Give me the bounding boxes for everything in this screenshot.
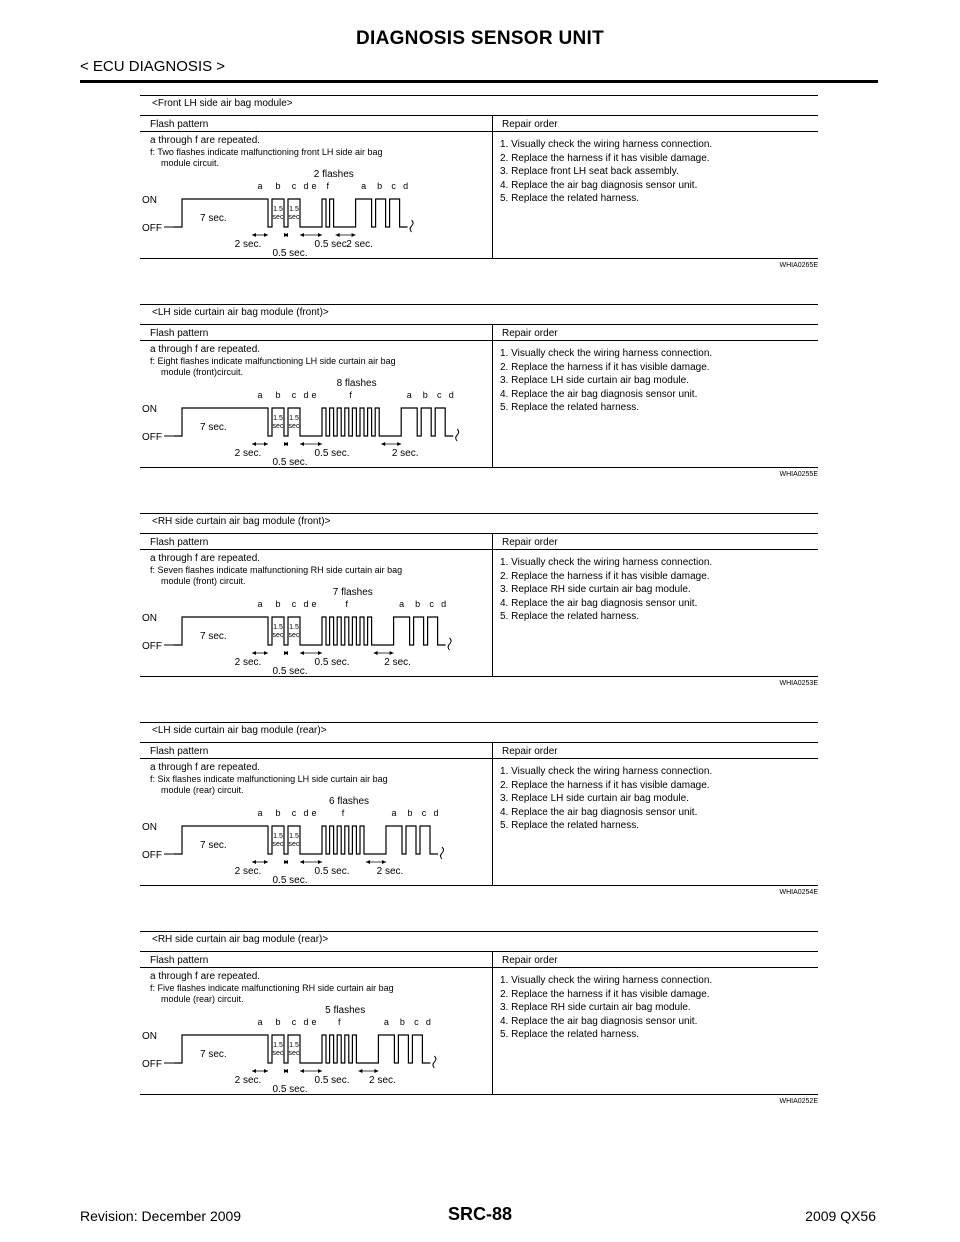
flash-waveform-diagram (140, 587, 480, 675)
two-sec-label: 2 sec. (369, 1075, 396, 1086)
figure-top-rule (140, 931, 818, 932)
flash-pattern-figure (140, 304, 818, 478)
two-sec-arrow-2-head (381, 442, 385, 446)
figure-top-rule (140, 95, 818, 96)
flash-pattern-figure (140, 95, 818, 269)
continuation-mark (441, 847, 444, 859)
malfunction-description-cont: module (front)circuit. (161, 367, 244, 377)
segment-letter: e (311, 390, 317, 400)
two-sec-arrow-2-head (358, 1069, 362, 1073)
segment-letter: c (291, 390, 297, 400)
figure-bottom-rule (140, 258, 818, 259)
one-five-label: 1.5 (273, 833, 283, 840)
segment-letter: d (303, 808, 309, 818)
figure-rule (140, 742, 818, 743)
segment-letter: a (257, 181, 263, 191)
segment-letter: c (421, 808, 427, 818)
figure-bottom-rule (140, 467, 818, 468)
figure-bottom-rule (140, 676, 818, 677)
segment-letter: d (441, 599, 447, 609)
two-sec-arrow-2-head (390, 651, 394, 655)
segment-letter: d (433, 808, 439, 818)
repair-step: 1. Visually check the wiring harness connection. (500, 975, 713, 986)
sec-label: sec (288, 841, 300, 848)
malfunction-description: f: Two flashes indicate malfunctioning front LH side air bag (150, 147, 383, 157)
repair-step: 4. Replace the air bag diagnosis sensor unit. (500, 388, 698, 400)
segment-letter: e (311, 808, 317, 818)
sec-label: sec (272, 214, 284, 221)
off-label: OFF (142, 850, 162, 861)
repair-step: 2. Replace the harness if it has visible damage. (500, 988, 710, 1000)
two-sec-label: 2 sec. (234, 866, 262, 877)
sec-label: sec (272, 1050, 284, 1057)
repair-step: 3. Replace front LH seat back assembly. (500, 166, 679, 177)
repair-step: 4. Replace the air bag diagnosis sensor unit. (500, 597, 698, 609)
two-sec-arrow-2-head (374, 651, 378, 655)
repair-order-header: Repair order (502, 119, 558, 130)
half-sec-label: 0.5 sec. (314, 239, 350, 250)
figure-top-rule (140, 722, 818, 723)
flash-waveform-diagram (140, 796, 480, 884)
figure-rule (140, 340, 818, 341)
figure-caption: <LH side curtain air bag module (rear)> (152, 725, 327, 736)
two-sec-arrow-head (264, 860, 268, 864)
segment-letter: f (345, 599, 349, 609)
sec-label: sec (272, 632, 284, 639)
segment-letter: a (383, 1017, 389, 1027)
repair-step: 3. Replace RH side curtain air bag module. (500, 1002, 691, 1013)
seven-sec-label: 7 sec. (200, 631, 227, 642)
malfunction-description: f: Five flashes indicate malfunctioning RH side curtain air bag (150, 983, 394, 993)
one-five-label: 1.5 (289, 833, 299, 840)
figure-caption: <RH side curtain air bag module (rear)> (152, 934, 329, 945)
repair-steps (500, 557, 712, 625)
half-sec-label: 0.5 sec. (314, 1075, 350, 1086)
flash-pattern-header: Flash pattern (150, 328, 209, 339)
half-sec-arrow-2-head (300, 442, 304, 446)
flash-waveform-diagram (140, 169, 480, 257)
segment-letter: b (415, 599, 421, 609)
continuation-mark (456, 429, 459, 441)
one-five-label: 1.5 (289, 415, 299, 422)
repair-step: 2. Replace the harness if it has visible damage. (500, 152, 710, 164)
half-sec-arrow-2-head (300, 1069, 304, 1073)
figure-rule (140, 549, 818, 550)
figure-id: WHIA0255E (779, 471, 818, 478)
sec-label: sec (272, 423, 284, 430)
flash-pattern-header: Flash pattern (150, 119, 209, 130)
figure-id: WHIA0265E (779, 262, 818, 269)
segment-letter: c (291, 1017, 297, 1027)
sec-label: sec (288, 632, 300, 639)
repair-step: 5. Replace the related harness. (500, 820, 639, 831)
figure-id: WHIA0252E (779, 1098, 818, 1105)
one-five-label: 1.5 (273, 624, 283, 631)
repair-step: 3. Replace LH side curtain air bag module. (500, 375, 689, 386)
vehicle-model: 2009 QX56 (805, 1208, 876, 1224)
two-sec-arrow-2-head (382, 860, 386, 864)
half-sec-label: 0.5 sec. (314, 657, 350, 668)
flash-count-label: 5 flashes (325, 1005, 366, 1016)
malfunction-description-cont: module (rear) circuit. (161, 785, 244, 795)
repair-steps (500, 975, 712, 1043)
repeat-note: a through f are repeated. (150, 971, 261, 982)
flash-count-label: 7 flashes (332, 587, 373, 598)
figure-rule (140, 951, 818, 952)
repair-step: 4. Replace the air bag diagnosis sensor unit. (500, 179, 698, 191)
two-sec-arrow-head (252, 1069, 256, 1073)
segment-letter: b (377, 181, 383, 191)
half-sec-label: 0.5 sec. (272, 248, 308, 257)
segment-letter: b (275, 599, 281, 609)
repeat-note: a through f are repeated. (150, 135, 261, 146)
column-divider (492, 533, 493, 676)
continuation-mark (448, 638, 451, 650)
segment-letter: c (291, 599, 297, 609)
malfunction-description-cont: module (rear) circuit. (161, 994, 244, 1004)
malfunction-description: f: Six flashes indicate malfunctioning LH side curtain air bag (150, 774, 388, 784)
segment-letter: a (406, 390, 412, 400)
off-label: OFF (142, 641, 162, 652)
segment-letter: c (429, 599, 434, 609)
repeat-note: a through f are repeated. (150, 553, 261, 564)
repair-step: 1. Visually check the wiring harness connection. (500, 766, 713, 777)
two-sec-label: 2 sec. (384, 657, 411, 668)
repeat-note: a through f are repeated. (150, 762, 261, 773)
one-five-label: 1.5 (289, 624, 299, 631)
repair-step: 5. Replace the related harness. (500, 1029, 639, 1040)
half-sec-label: 0.5 sec. (272, 875, 308, 884)
segment-letter: e (311, 1017, 317, 1027)
segment-letter: b (407, 808, 413, 818)
segment-letter: c (291, 181, 297, 191)
one-five-label: 1.5 (289, 206, 299, 213)
repair-step: 5. Replace the related harness. (500, 402, 639, 413)
off-label: OFF (142, 1059, 162, 1070)
figure-caption: <LH side curtain air bag module (front)> (152, 307, 329, 318)
figure-top-rule (140, 304, 818, 305)
figure-rule (140, 533, 818, 534)
repair-step: 3. Replace RH side curtain air bag module. (500, 584, 691, 595)
segment-letter: d (303, 1017, 309, 1027)
repair-step: 2. Replace the harness if it has visible damage. (500, 779, 710, 791)
on-label: ON (142, 195, 157, 206)
segment-letter: c (414, 1017, 419, 1027)
segment-letter: b (275, 1017, 281, 1027)
page-number: SRC-88 (447, 1204, 513, 1224)
two-sec-arrow-head (264, 233, 268, 237)
figure-bottom-rule (140, 1094, 818, 1095)
two-sec-label: 2 sec. (234, 657, 262, 668)
two-sec-arrow-2-head (374, 1069, 378, 1073)
two-sec-arrow-2-head (366, 860, 370, 864)
half-sec-arrow-2-head (318, 860, 322, 864)
flash-pattern-header: Flash pattern (150, 955, 209, 966)
repeat-note: a through f are repeated. (150, 344, 261, 355)
segment-letter: e (311, 599, 317, 609)
flash-count-label: 6 flashes (328, 796, 370, 807)
segment-letter: b (275, 808, 281, 818)
header-rule (80, 80, 878, 83)
repair-order-header: Repair order (502, 746, 558, 757)
repair-step: 5. Replace the related harness. (500, 193, 639, 204)
malfunction-description: f: Eight flashes indicate malfunctioning LH side curtain air bag (150, 356, 396, 366)
page-title: DIAGNOSIS SENSOR UNIT (355, 28, 605, 49)
flash-pattern-figure (140, 931, 818, 1105)
segment-letter: c (391, 181, 396, 191)
figure-rule (140, 967, 818, 968)
column-divider (492, 115, 493, 258)
segment-letter: d (448, 390, 454, 400)
seven-sec-label: 7 sec. (200, 422, 227, 433)
flash-waveform-diagram (140, 1005, 480, 1093)
breadcrumb: < ECU DIAGNOSIS > (80, 58, 226, 75)
half-sec-label: 0.5 sec. (272, 457, 308, 466)
segment-letter: c (436, 390, 442, 400)
segment-letter: a (257, 1017, 263, 1027)
two-sec-label: 2 sec. (234, 448, 262, 459)
repair-step: 1. Visually check the wiring harness connection. (500, 557, 713, 568)
two-sec-arrow-head (252, 233, 256, 237)
continuation-mark (433, 1056, 436, 1068)
half-sec-label: 0.5 sec. (272, 1084, 308, 1093)
two-sec-label: 2 sec. (391, 448, 419, 459)
figure-rule (140, 115, 818, 116)
sec-label: sec (288, 423, 300, 430)
off-label: OFF (142, 432, 162, 443)
column-divider (492, 742, 493, 885)
flash-pattern-figure (140, 513, 818, 687)
half-sec-label: 0.5 sec. (314, 448, 350, 459)
figure-top-rule (140, 513, 818, 514)
segment-letter: d (425, 1017, 431, 1027)
malfunction-description-cont: module circuit. (161, 158, 220, 168)
sec-label: sec (288, 1050, 300, 1057)
flash-count-label: 2 flashes (313, 169, 354, 180)
half-sec-arrow-2-head (300, 233, 304, 237)
flash-pattern-figure (140, 722, 818, 896)
repair-step: 3. Replace LH side curtain air bag module. (500, 793, 689, 804)
one-five-label: 1.5 (273, 1042, 283, 1049)
figure-bottom-rule (140, 885, 818, 886)
segment-letter: f (337, 1017, 341, 1027)
segment-letter: f (341, 808, 345, 818)
flash-pattern-header: Flash pattern (150, 537, 209, 548)
segment-letter: a (399, 599, 405, 609)
two-sec-label: 2 sec. (234, 239, 262, 250)
sec-label: sec (272, 841, 284, 848)
on-label: ON (142, 822, 157, 833)
segment-letter: a (257, 390, 263, 400)
half-sec-arrow-2-head (300, 651, 304, 655)
seven-sec-label: 7 sec. (200, 213, 227, 224)
repair-step: 4. Replace the air bag diagnosis sensor unit. (500, 806, 698, 818)
two-sec-label: 2 sec. (234, 1075, 262, 1086)
two-sec-arrow-head (264, 1069, 268, 1073)
one-five-label: 1.5 (289, 1042, 299, 1049)
column-divider (492, 951, 493, 1094)
repair-step: 1. Visually check the wiring harness connection. (500, 348, 713, 359)
half-sec-arrow-2-head (318, 442, 322, 446)
continuation-mark (410, 220, 413, 232)
seven-sec-label: 7 sec. (200, 840, 227, 851)
on-label: ON (142, 1031, 157, 1042)
column-divider (492, 324, 493, 467)
flash-count-label: 8 flashes (336, 378, 377, 389)
segment-letter: d (303, 390, 309, 400)
figure-rule (140, 131, 818, 132)
two-sec-arrow-2-head (336, 233, 340, 237)
sec-label: sec (288, 214, 300, 221)
two-sec-arrow-head (264, 651, 268, 655)
flash-waveform-diagram (140, 378, 480, 466)
two-sec-arrow-2-head (352, 233, 356, 237)
segment-letter: d (303, 599, 309, 609)
segment-letter: f (326, 181, 330, 191)
segment-letter: a (257, 808, 263, 818)
segment-letter: a (361, 181, 367, 191)
segment-letter: b (275, 181, 281, 191)
segment-letter: b (422, 390, 428, 400)
malfunction-description-cont: module (front) circuit. (161, 576, 246, 586)
segment-letter: d (403, 181, 409, 191)
repair-step: 5. Replace the related harness. (500, 611, 639, 622)
two-sec-label: 2 sec. (376, 866, 404, 877)
repair-step: 2. Replace the harness if it has visible damage. (500, 361, 710, 373)
segment-letter: b (275, 390, 281, 400)
segment-letter: d (303, 181, 309, 191)
half-sec-arrow-2-head (318, 651, 322, 655)
two-sec-label: 2 sec. (346, 239, 373, 250)
half-sec-label: 0.5 sec. (314, 866, 350, 877)
half-sec-label: 0.5 sec. (272, 666, 308, 675)
figure-rule (140, 324, 818, 325)
two-sec-arrow-head (252, 860, 256, 864)
two-sec-arrow-head (252, 651, 256, 655)
figure-rule (140, 758, 818, 759)
two-sec-arrow-head (252, 442, 256, 446)
segment-letter: c (291, 808, 297, 818)
segment-letter: a (391, 808, 397, 818)
repair-steps (500, 766, 712, 834)
on-label: ON (142, 613, 157, 624)
figure-caption: <Front LH side air bag module> (152, 98, 293, 109)
segment-letter: e (311, 181, 317, 191)
two-sec-arrow-2-head (397, 442, 401, 446)
two-sec-arrow-head (264, 442, 268, 446)
half-sec-arrow-2-head (300, 860, 304, 864)
segment-letter: f (349, 390, 352, 400)
repair-order-header: Repair order (502, 328, 558, 339)
repair-order-header: Repair order (502, 537, 558, 548)
repair-order-header: Repair order (502, 955, 558, 966)
off-label: OFF (142, 223, 162, 234)
repair-steps (500, 348, 712, 416)
one-five-label: 1.5 (273, 206, 283, 213)
segment-letter: a (257, 599, 263, 609)
malfunction-description: f: Seven flashes indicate malfunctioning RH side curtain air bag (150, 565, 403, 575)
half-sec-arrow-2-head (318, 1069, 322, 1073)
flash-pattern-header: Flash pattern (150, 746, 209, 757)
figure-id: WHIA0253E (779, 680, 818, 687)
segment-letter: b (399, 1017, 405, 1027)
figure-id: WHIA0254E (779, 889, 818, 896)
repair-step: 4. Replace the air bag diagnosis sensor unit. (500, 1015, 698, 1027)
repair-steps (500, 139, 712, 207)
half-sec-arrow-2-head (318, 233, 322, 237)
repair-step: 1. Visually check the wiring harness connection. (500, 139, 713, 150)
figure-caption: <RH side curtain air bag module (front)> (152, 516, 331, 527)
on-label: ON (142, 404, 157, 415)
revision-date: Revision: December 2009 (80, 1208, 242, 1224)
repair-step: 2. Replace the harness if it has visible damage. (500, 570, 710, 582)
one-five-label: 1.5 (273, 415, 283, 422)
seven-sec-label: 7 sec. (200, 1049, 227, 1060)
